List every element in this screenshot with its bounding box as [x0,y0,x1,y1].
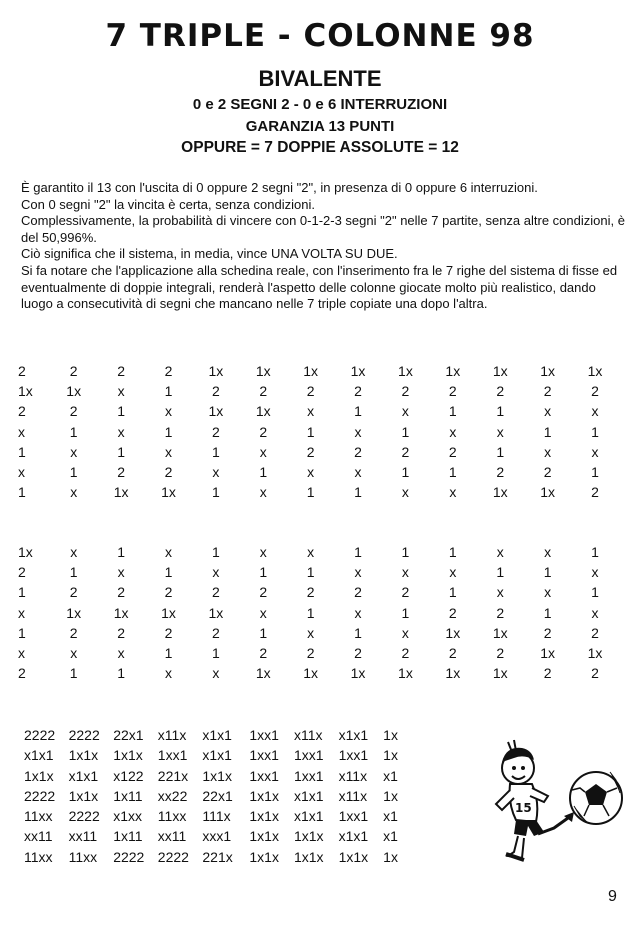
paragraph: Con 0 segni "2" la vincita è certa, senza condizioni. [21,196,315,212]
combo-cell: x1x1 [293,787,324,804]
grid-row [24,806,428,826]
combo-cell: 1x11 [113,787,143,804]
grid-cell: 1 [448,463,457,480]
combo-cell: 1xx1 [338,747,369,764]
grid-cell: x [212,463,220,480]
combo-cell: 1x [383,727,398,743]
grid-cell: x [164,443,172,460]
grid-cell: x [449,484,457,501]
description-text [21,180,626,313]
combo-cell: 1x1x [293,848,324,865]
grid-cell: 2 [18,403,26,420]
grid-cell: x [591,564,599,581]
soccer-ball-icon [570,772,622,824]
grid-cell: 2 [117,463,125,480]
grid-cell: 1 [18,624,26,641]
combo-cell: 1x1x [249,828,279,845]
combo-cell: 111x [202,808,231,825]
grid-cell: 2 [259,584,268,601]
grid-row [18,482,619,502]
combo-cell: 1x1x [68,787,99,804]
grid-cell: x [117,644,125,661]
grid-cell: 2 [164,624,173,641]
grid-row [18,422,619,442]
grid-cell: x [496,423,504,440]
grid-row [18,582,619,602]
combo-cell: x1xx [113,808,142,825]
grid-cell: x [70,544,78,560]
grid-cell: 1 [496,443,505,460]
grid-cell: 1 [18,484,26,501]
grid-cell: x [259,484,267,501]
grid-cell: 1x [445,363,461,379]
grid-cell: 1 [211,443,220,460]
grid-cell: x [18,423,25,440]
grid-cell: 1 [259,564,268,581]
grid-cell: 2 [211,423,220,440]
grid-cell: 2 [69,584,78,601]
grid-cell: x [259,443,267,460]
grid-cell: x [117,564,125,581]
grid-cell: 2 [401,383,410,400]
grid-cell: x [401,403,409,420]
grid-cell: x [307,544,315,560]
paragraph: Ciò significa che il sistema, in media, vince UNA VOLTA SU DUE. [21,246,398,262]
grid-cell: 1 [591,423,599,440]
grid-cell: 1 [211,484,220,501]
conditions-line: 0 e 2 SEGNI 2 - 0 e 6 INTERRUZIONI [192,96,448,113]
combo-cell: 1xx1 [293,747,324,764]
grid-cell: 1 [543,423,552,440]
grid-cell: 2 [306,584,315,601]
grid-cell: 1 [306,564,315,581]
grid-cell: 2 [259,383,268,400]
grid-cell: x [212,564,220,581]
grid-cell: 2 [354,383,362,400]
grid-cell: 1x [350,363,366,379]
alternative-line: OPPURE = 7 DOPPIE ASSOLUTE = 12 [181,139,459,156]
grid-cell: x [259,544,267,560]
combo-cell: 1x1x [338,848,369,865]
grid-cell: 1 [448,403,457,420]
grid-cell: x [496,544,504,560]
grid-cell: 1 [259,463,268,480]
grid-cell: 2 [448,383,457,400]
combo-cell: xx11 [68,828,98,845]
grid-cell: 2 [354,443,362,460]
grid-cell: 2 [211,624,220,641]
combinations-table [24,725,428,867]
grid-cell: 2 [543,463,552,480]
grid-row [18,663,619,683]
grid-cell: 2 [543,624,552,641]
grid-cell: 1x [492,624,508,641]
combo-cell: 11xx [68,848,98,865]
grid-cell: 2 [164,363,173,379]
grid-cell: 2 [259,423,268,440]
combo-cell: x1x1 [293,808,324,825]
grid-cell: 2 [496,644,505,661]
grid-cell: 1 [117,403,125,420]
combo-cell: x1x1 [338,727,369,743]
grid-cell: 1 [306,423,315,440]
grid-cell: 2 [164,584,173,601]
combo-cell: x122 [113,767,144,784]
jersey-number: 15 [515,801,532,815]
grid-cell: 2 [306,644,315,661]
columns-grid-1 [18,361,619,502]
grid-cell: 1 [543,564,552,581]
grid-cell: x [591,604,599,621]
grid-cell: 1x [587,644,603,661]
page-number: 9 [608,888,617,905]
grid-cell: 1 [117,544,125,560]
grid-cell: x [354,604,362,621]
grid-row [18,462,619,482]
grid-row [18,401,619,421]
grid-cell: 1x [208,363,224,379]
combo-cell: 221x [202,848,233,865]
grid-cell: x [591,403,599,420]
combo-cell: 11xx [24,848,53,865]
grid-cell: 1 [117,443,125,460]
grid-cell: 1x [66,604,82,621]
grid-cell: 1 [164,423,173,440]
grid-cell: 2 [591,383,599,400]
grid-cell: 1x [540,363,555,379]
grid-cell: 1 [354,484,362,501]
grid-cell: 2 [496,604,505,621]
combo-cell: 1x1x [249,808,279,825]
grid-cell: 1 [401,463,410,480]
grid-cell: x [164,665,172,682]
grid-cell: x [449,423,457,440]
grid-cell: 1 [354,544,362,560]
grid-cell: x [18,644,25,661]
combo-cell: x11x [157,727,187,743]
combo-cell: x1x1 [202,747,232,764]
grid-cell: x [591,443,599,460]
grid-cell: x [544,544,552,560]
system-type-subtitle: BIVALENTE [258,66,382,91]
grid-cell: x [212,665,220,682]
grid-cell: x [117,383,125,400]
grid-cell: 1x [445,665,461,682]
grid-cell: 1 [18,584,26,601]
grid-cell: x [401,624,409,641]
grid-cell: 1 [354,403,362,420]
paragraph: Si fa notare che l'applicazione alla schedina reale, con l'inserimento fra le 7 righe del sistema di fisse ed eventualmente di doppie integrali, renderà l'aspetto delle colonne giocate molto più realistico, dando luogo a consecutività di segni che mancano nelle 7 triple copiate una dopo l'altra. [21,262,618,312]
grid-cell: 2 [591,624,599,641]
grid-cell: 1 [69,564,78,581]
combo-cell: 221x [157,767,189,784]
combo-cell: x11x [293,727,323,743]
grid-cell: x [259,604,267,621]
combo-cell: 1x1x [293,828,324,845]
combo-cell: xx22 [157,787,188,804]
combo-cell: 2222 [24,787,56,804]
columns-grid-2 [18,542,619,683]
grid-cell: 2 [448,604,457,621]
grid-cell: x [354,564,362,581]
grid-cell: 2 [448,644,457,661]
grid-row [18,562,619,582]
combo-cell: xx11 [24,828,53,845]
grid-cell: 1 [306,604,315,621]
grid-cell: 2 [259,644,268,661]
combo-cell: 1xx1 [249,727,279,743]
grid-cell: 2 [69,624,78,641]
grid-cell: 1 [259,624,268,641]
combo-cell: 1x1x [68,747,99,764]
grid-cell: 2 [117,363,125,379]
grid-cell: x [354,423,362,440]
grid-row [18,542,619,562]
grid-cell: 1 [448,584,457,601]
grid-cell: x [164,544,172,560]
grid-cell: 1 [496,403,505,420]
grid-cell: 2 [306,443,315,460]
grid-cell: x [70,484,78,501]
grid-cell: 1 [448,544,457,560]
combo-cell: 1x1x [249,787,279,804]
combo-cell: x1 [383,808,398,825]
combo-cell: 1xx1 [249,747,279,764]
grid-cell: 2 [18,363,26,379]
grid-cell: x [449,564,457,581]
grid-cell: x [544,403,552,420]
grid-cell: x [354,463,362,480]
grid-row [24,745,428,765]
grid-cell: x [307,624,315,641]
paragraph: È garantito il 13 con l'uscita di 0 oppure 2 segni "2", in presenza di 0 oppure 6 interruzioni. [21,180,538,195]
grid-cell: x [70,443,78,460]
grid-cell: 1x [540,644,555,661]
grid-cell: 2 [69,403,78,420]
grid-cell: 1 [591,544,599,560]
combo-cell: xx11 [157,828,187,845]
combo-cell: 2222 [68,727,100,743]
grid-row [18,361,619,381]
grid-cell: 1 [164,383,173,400]
combo-cell: 1xx1 [293,767,324,784]
grid-cell: 1 [69,463,78,480]
grid-cell: 1 [211,644,220,661]
combo-cell: 1x1x [24,767,54,784]
grid-cell: 2 [543,665,552,682]
combo-cell: 22x1 [202,787,233,804]
grid-cell: x [164,403,172,420]
grid-cell: 2 [164,463,173,480]
combo-cell: x11x [338,787,368,804]
grid-cell: 1x [161,604,176,621]
grid-cell: 1x [350,665,366,682]
combo-cell: 2222 [68,808,100,825]
grid-row [18,623,619,643]
grid-cell: 1 [591,463,599,480]
grid-cell: 1 [354,624,362,641]
grid-cell: 2 [306,383,315,400]
grid-cell: 2 [117,584,125,601]
grid-cell: 1x [18,544,33,560]
grid-cell: x [70,644,78,661]
grid-cell: x [401,564,409,581]
grid-cell: 1 [543,604,552,621]
grid-row [24,786,428,806]
grid-cell: 1x [540,484,555,501]
grid-cell: 2 [69,363,78,379]
grid-cell: 1x [303,363,319,379]
grid-cell: 2 [401,644,410,661]
grid-cell: 2 [448,443,457,460]
combo-cell: 1x1x [249,848,279,865]
combo-cell: x1x1 [202,727,232,743]
grid-cell: 1x [255,403,271,420]
grid-row [18,442,619,462]
grid-cell: 1 [401,544,410,560]
combo-cell: 1xx1 [249,767,279,784]
page-title: 7 TRIPLE - COLONNE 98 [105,18,535,54]
grid-cell: 1x [445,624,461,641]
grid-row [24,725,428,745]
grid-cell: x [18,604,25,621]
grid-row [18,643,619,663]
grid-row [24,826,428,846]
grid-cell: 1 [164,644,173,661]
grid-cell: 1 [401,423,410,440]
combo-cell: 1x11 [113,828,143,845]
grid-cell: 1x [66,383,82,400]
grid-cell: 1 [18,443,26,460]
grid-row [18,603,619,623]
grid-cell: 2 [354,644,362,661]
grid-cell: 1x [208,403,224,420]
combo-cell: 2222 [157,848,189,865]
combo-cell: x1 [383,828,398,845]
grid-row [24,766,428,786]
guarantee-line: GARANZIA 13 PUNTI [245,118,395,135]
grid-cell: 1x [208,604,224,621]
combo-cell: 1xx1 [157,747,188,764]
grid-cell: 2 [18,564,26,581]
combo-cell: 1xx1 [338,808,369,825]
combo-cell: 1x [383,848,398,865]
grid-cell: 1 [496,564,505,581]
grid-cell: 2 [591,665,599,682]
combo-cell: 1x1x [202,767,232,784]
combo-cell: 2222 [113,848,145,865]
combo-cell: 1x [383,787,398,804]
grid-cell: 2 [401,584,410,601]
grid-cell: 2 [211,584,220,601]
combo-cell: x1 [383,767,398,784]
grid-cell: 2 [591,484,599,501]
grid-cell: 2 [18,665,26,682]
combo-cell: 1x [383,747,398,764]
combo-cell: x1x1 [338,828,369,845]
grid-cell: 1x [161,484,176,501]
grid-cell: 1x [255,363,271,379]
grid-cell: x [307,463,315,480]
grid-cell: 1 [401,604,410,621]
grid-cell: 1x [113,604,129,621]
grid-cell: 1x [587,363,603,379]
grid-row [24,847,428,867]
grid-cell: 2 [117,624,125,641]
grid-cell: x [496,584,504,601]
grid-cell: 1 [69,665,78,682]
grid-row [18,381,619,401]
grid-cell: 1 [69,423,78,440]
combo-cell: 2222 [24,727,56,743]
grid-cell: x [307,403,315,420]
grid-cell: 2 [543,383,552,400]
combo-cell: 1x1x [113,747,143,764]
grid-cell: x [18,463,25,480]
combo-cell: 11xx [24,808,53,825]
grid-cell: 1x [398,363,413,379]
grid-cell: x [401,484,409,501]
grid-cell: 2 [496,463,505,480]
grid-cell: 1 [306,484,315,501]
grid-cell: x [544,584,552,601]
grid-cell: 1 [164,564,173,581]
grid-cell: 1x [492,363,508,379]
grid-cell: 1x [398,665,413,682]
grid-cell: x [544,443,552,460]
paragraph: Complessivamente, la probabilità di vincere con 0-1-2-3 segni "2" nelle 7 partite, senza altre condizioni, è del 50,996%. [21,213,625,245]
grid-cell: 1 [211,544,220,560]
grid-cell: 2 [211,383,220,400]
combo-cell: x1x1 [24,747,54,764]
grid-cell: 2 [354,584,362,601]
combo-cell: x11x [338,767,368,784]
grid-cell: 1x [113,484,129,501]
combo-cell: x1x1 [68,767,99,784]
combo-cell: 11xx [157,808,187,825]
grid-cell: x [117,423,125,440]
grid-cell: 1x [492,665,508,682]
grid-cell: 1x [492,484,508,501]
combo-cell: xxx1 [202,828,232,845]
football-player-mascot-icon [488,738,623,866]
combo-cell: 22x1 [113,727,144,743]
grid-cell: 1x [303,665,319,682]
grid-cell: 1 [591,584,599,601]
grid-cell: 1x [255,665,271,682]
grid-cell: 2 [496,383,505,400]
grid-cell: 2 [401,443,410,460]
grid-cell: 1 [117,665,125,682]
grid-cell: 1x [18,383,33,400]
